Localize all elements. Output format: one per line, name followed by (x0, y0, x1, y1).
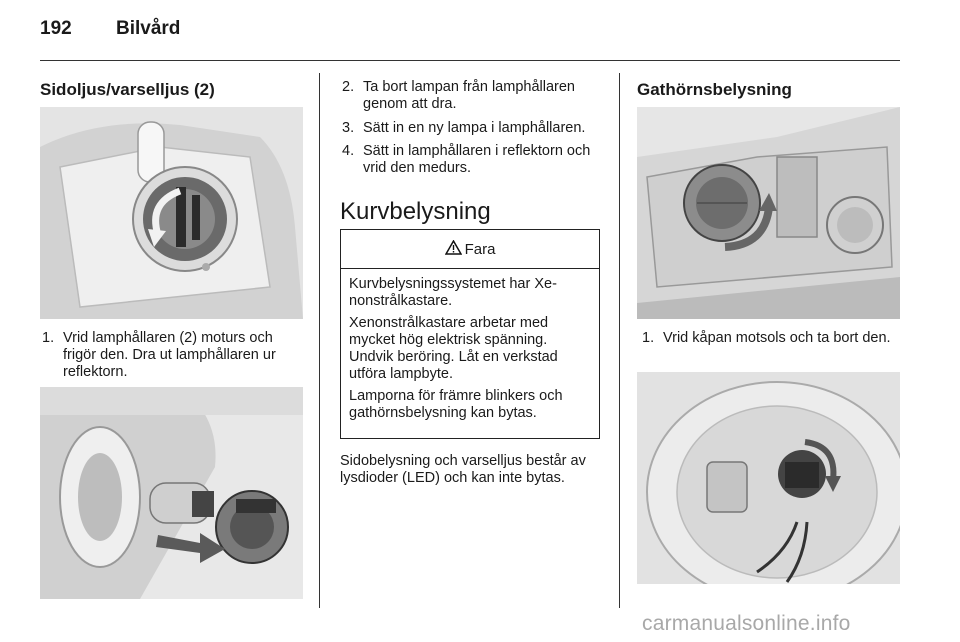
warning-title: Fara (464, 240, 496, 258)
warning-paragraph: Kurvbelysningssystemet har Xenonstrålkastare. (349, 276, 557, 309)
figure-corner-lamp-holder (637, 372, 900, 584)
step-number: 1. (42, 330, 55, 346)
figure-bulb-removal (40, 387, 303, 599)
warning-header (341, 230, 599, 269)
warning-paragraph: Lamporna för främre blinkers och gathörnsbelysning kan bytas. (349, 388, 563, 421)
step-text: Ta bort lampan från lamphållaren genom att dra. (363, 79, 575, 112)
step-text: Vrid lamphållaren (2) moturs och frigör den. Dra ut lamphållaren ur reflektorn. (63, 330, 276, 380)
column-divider-2 (619, 73, 620, 608)
step-number: 1. (642, 330, 655, 346)
list-item (342, 79, 604, 113)
warning-triangle-icon (445, 240, 462, 259)
list-item (342, 143, 604, 177)
step-text: Sätt in en ny lampa i lamphållaren. (363, 120, 586, 136)
page-section-title: Bilvård (116, 18, 181, 39)
page-number: 192 (40, 18, 72, 39)
step-text: Sätt in lamphållaren i reflektorn och vrid den medurs. (363, 143, 591, 176)
step-number: 4. (342, 143, 355, 159)
header-divider (40, 60, 900, 61)
heading-sidoljus: Sidoljus/varselljus (2) (40, 80, 215, 99)
led-note: Sidobelysning och varselljus består av lysdioder (LED) och kan inte bytas. (340, 453, 586, 486)
heading-gathornsbelysning: Gathörnsbelysning (637, 80, 792, 99)
heading-kurvbelysning: Kurvbelysning (340, 198, 491, 225)
list-item (342, 120, 604, 137)
step-number: 2. (342, 79, 355, 95)
figure-lamp-holder-rotate (40, 107, 303, 319)
column-divider-1 (319, 73, 320, 608)
warning-body (341, 269, 599, 422)
warning-paragraph: Xenonstrålkastare arbetar med mycket hög elektrisk spänning. Undvik beröring. Låt en verkstad utföra lampbyte. (349, 315, 558, 382)
figure-cover-rotate (637, 107, 900, 319)
step-number: 3. (342, 120, 355, 136)
watermark: carmanualsonline.info (642, 612, 851, 635)
warning-box (340, 229, 600, 439)
list-item (42, 330, 304, 381)
list-item (642, 330, 900, 347)
step-text: Vrid kåpan motsols och ta bort den. (663, 330, 891, 346)
